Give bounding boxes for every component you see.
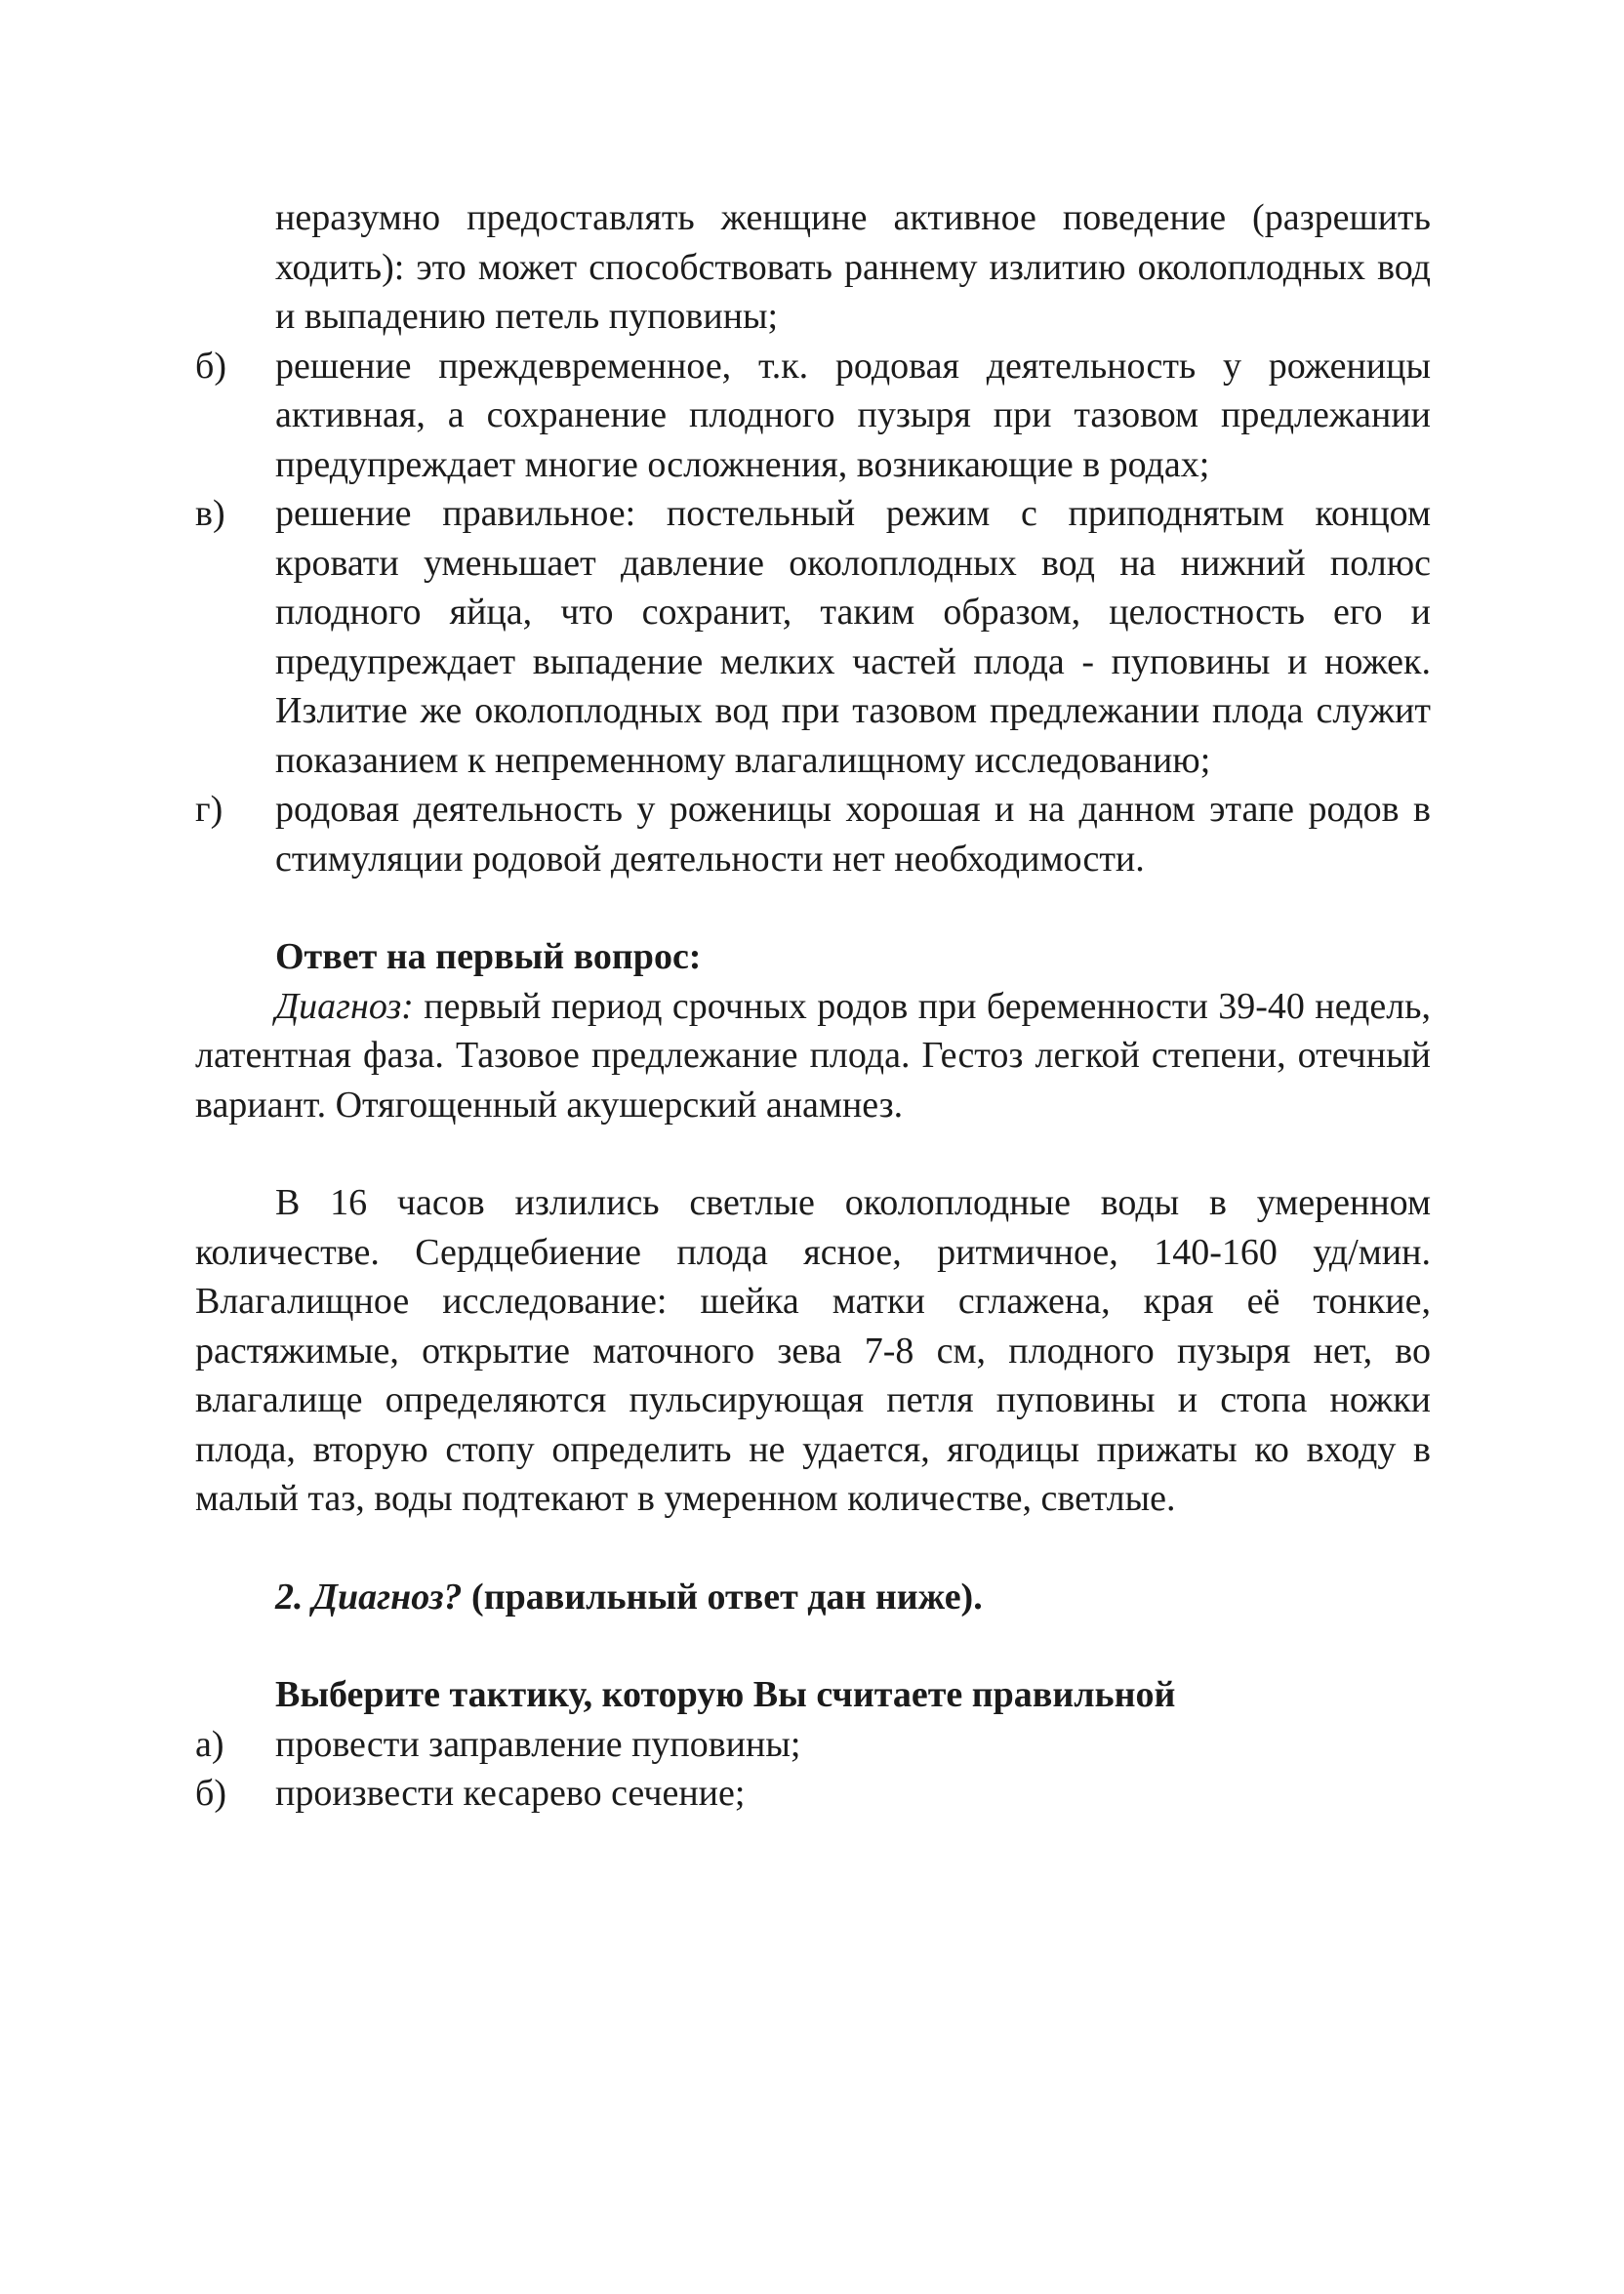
option-b-first bbox=[195, 342, 1431, 490]
diagnosis-text: первый период срочных родов при беременности 39-40 недель, латентная фаза. Тазовое предлежание плода. Гестоз легкой степени, отечный вариант. Отягощенный акушерский анамнез. bbox=[195, 985, 1431, 1126]
option-marker: г) bbox=[195, 789, 223, 830]
option-b-second bbox=[195, 1769, 1431, 1819]
option-marker: б) bbox=[195, 1773, 226, 1814]
option-v-first bbox=[195, 489, 1431, 785]
option-marker: в) bbox=[195, 493, 225, 534]
diagnosis-label: Диагноз: bbox=[275, 985, 414, 1027]
question-2-note: (правильный ответ дан ниже). bbox=[462, 1576, 983, 1618]
continuation-text: неразумно предоставлять женщине активное поведение (разрешить ходить): это может способствовать раннему излитию околоплодных вод и выпадению петель пуповины; bbox=[275, 197, 1431, 337]
option-a-second bbox=[195, 1720, 1431, 1770]
option-text: родовая деятельность у роженицы хорошая и на данном этапе родов в стимуляции родовой деятельности нет необходимости. bbox=[275, 789, 1431, 880]
option-text: решение преждевременное, т.к. родовая деятельность у роженицы активная, а сохранение плодного пузыря при тазовом предлежании предупреждает многие осложнения, возникающие в родах; bbox=[275, 345, 1431, 485]
option-text: провести заправление пуповины; bbox=[275, 1723, 801, 1765]
case-paragraph: В 16 часов излились светлые околоплодные воды в умеренном количестве. Сердцебиение плода ясное, ритмичное, 140-160 уд/мин. Влагалищное исследование: шейка матки сглажена, края её тонкие, растяжимые, открытие маточного зева 7-8 см, плодного пузыря нет, во влагалище определяются пульсирующая петля пуповины и стопа ножки плода, вторую стопу определить не удается, ягодицы прижаты ко входу в малый таз, воды подтекают в умеренном количестве, светлые. bbox=[195, 1182, 1431, 1519]
question-2 bbox=[195, 1573, 1431, 1622]
document-page bbox=[195, 193, 1431, 1819]
diagnosis-paragraph bbox=[195, 982, 1431, 1130]
option-marker: а) bbox=[195, 1723, 224, 1765]
option-text: произвести кесарево сечение; bbox=[275, 1773, 746, 1814]
option-text: решение правильное: постельный режим с приподнятым концом кровати уменьшает давление околоплодных вод на нижний полюс плодного яйца, что сохранит, таким образом, целостность его и предупреждает выпадение мелких частей плода - пуповины и ножек. Излитие же околоплодных вод при тазовом предлежании плода служит показанием к непременному влагалищному исследованию; bbox=[275, 493, 1431, 781]
answer-heading: Ответ на первый вопрос: bbox=[275, 936, 702, 977]
option-g-first bbox=[195, 785, 1431, 883]
tactics-heading: Выберите тактику, которую Вы считаете правильной bbox=[275, 1674, 1176, 1715]
option-marker: б) bbox=[195, 345, 226, 387]
question-2-label: 2. Диагноз? bbox=[275, 1576, 463, 1618]
